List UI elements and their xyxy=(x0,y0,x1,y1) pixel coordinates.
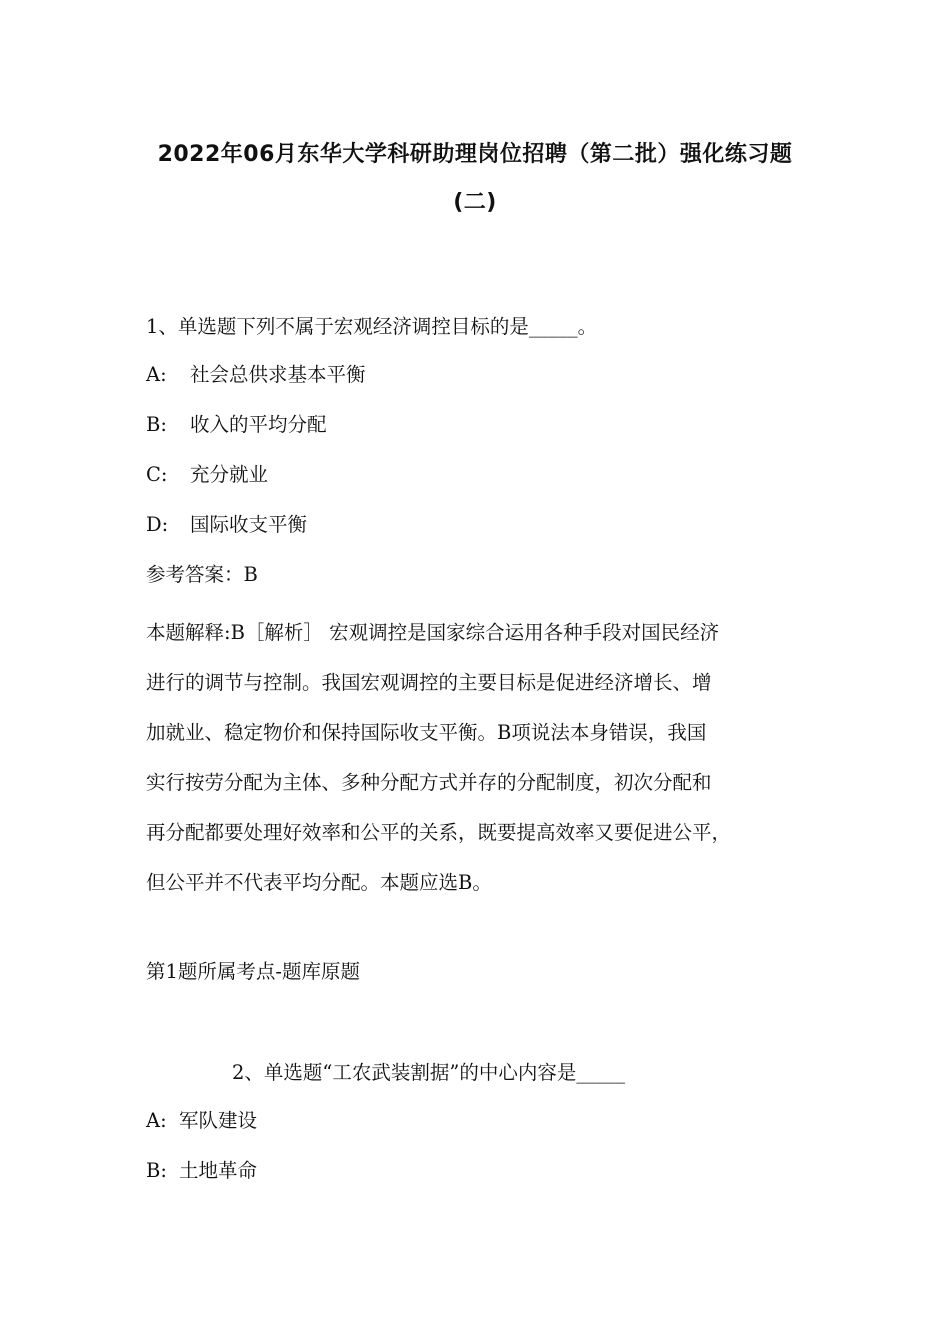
document-title: 2022年06月东华大学科研助理岗位招聘（第二批）强化练习题 xyxy=(157,142,793,167)
question-1-stem: 1、单选题下列不属于宏观经济调控目标的是_____。 xyxy=(146,315,598,338)
option-text: 土地革命 xyxy=(179,1159,258,1182)
explanation-line: 进行的调节与控制。我国宏观调控的主要目标是促进经济增长、增 xyxy=(146,671,712,694)
question-1-option-a xyxy=(146,360,366,390)
option-text: 社会总供求基本平衡 xyxy=(190,363,366,386)
document-title-suffix: (二) xyxy=(453,190,497,215)
question-1-knowledge-point: 第1题所属考点-题库原题 xyxy=(146,960,360,983)
option-text: 国际收支平衡 xyxy=(190,513,308,536)
option-label: B: xyxy=(146,1159,167,1182)
option-label: D: xyxy=(146,513,169,536)
question-1-explanation xyxy=(146,608,826,908)
question-1-option-d xyxy=(146,510,307,540)
explanation-line: 本题解释:B［解析］ 宏观调控是国家综合运用各种手段对国民经济 xyxy=(146,621,720,644)
question-1-option-b xyxy=(146,410,327,440)
option-text: 军队建设 xyxy=(179,1109,258,1132)
explanation-line: 实行按劳分配为主体、多种分配方式并存的分配制度，初次分配和 xyxy=(146,771,712,794)
option-label: B: xyxy=(146,413,167,436)
option-label: A: xyxy=(146,1109,167,1132)
option-label: A: xyxy=(146,363,167,386)
question-1-option-c xyxy=(146,460,268,490)
explanation-line: 再分配都要处理好效率和公平的关系，既要提高效率又要促进公平， xyxy=(146,821,732,844)
question-2-stem: 2、单选题“工农武装割据”的中心内容是_____ xyxy=(232,1061,626,1084)
explanation-line: 加就业、稳定物价和保持国际收支平衡。B项说法本身错误，我国 xyxy=(146,721,707,744)
option-text: 充分就业 xyxy=(190,463,269,486)
question-1-answer: 参考答案：B xyxy=(146,563,258,586)
option-text: 收入的平均分配 xyxy=(190,413,327,436)
question-2-option-a xyxy=(146,1106,257,1136)
explanation-line: 但公平并不代表平均分配。本题应选B。 xyxy=(146,871,492,894)
question-2-option-b xyxy=(146,1156,257,1186)
option-label: C: xyxy=(146,463,168,486)
